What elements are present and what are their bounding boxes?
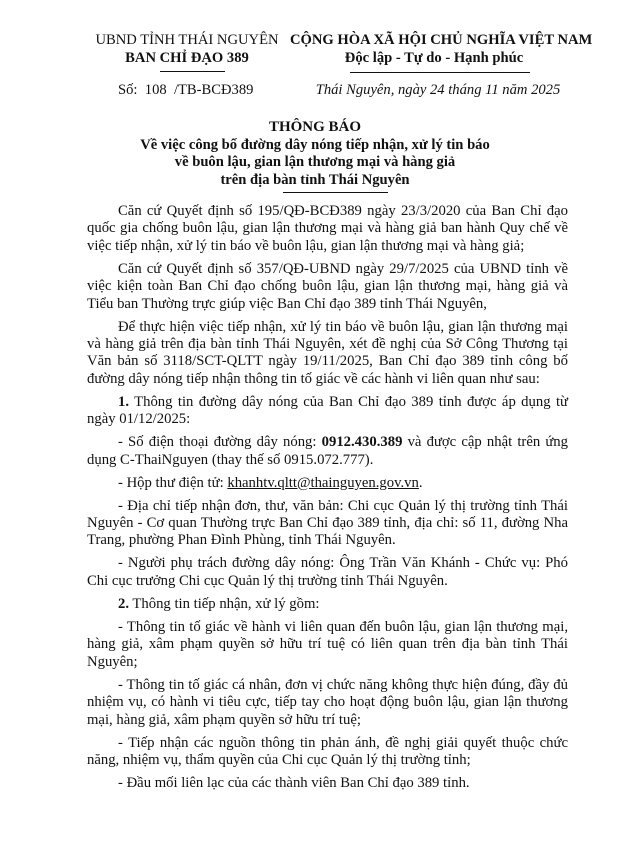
agency-underline — [160, 71, 225, 72]
email-punct: . — [418, 474, 423, 491]
place-and-date: Thái Nguyên, ngày 24 tháng 11 năm 2025 — [315, 82, 561, 98]
document-type: THÔNG BÁO — [268, 119, 362, 135]
list-item: - Thông tin tố giác cá nhân, đơn vị chức năng không thực hiện đúng, đầy đủ nhiệm vụ, có hành vi tiêu cực, tiếp tay cho hoạt động buôn lậu, gian lận thương mại, hàng giả, xâm phạm quyền sở hữu trí tuệ; — [87, 676, 568, 728]
hotline-number[interactable]: 0912.430.389 — [321, 434, 403, 451]
email-label: - Hộp thư điện tử: — [118, 474, 228, 491]
subject-line: Về việc công bố đường dây nóng tiếp nhận, xử lý tin báo — [140, 136, 490, 153]
section-1-heading — [87, 394, 568, 429]
intro-paragraph: Để thực hiện việc tiếp nhận, xử lý tin báo về buôn lậu, gian lận thương mại và hàng giả trên địa bàn tỉnh Thái Nguyên, xét đề nghị của Sở Công Thương tại Văn bản số 3118/SCT-QLTT ngày 19/11/2025, Ban Chỉ đạo 389 tỉnh công bố đường dây nóng tiếp nhận thông tin tố giác về các hành vi liên quan như sau: — [87, 318, 568, 387]
hotline-note: và được cập nhật trên ứng dụng C-ThaiNguyen (thay thế số 0915.072.777). — [87, 434, 568, 468]
doc-number-suffix: /TB-BCĐ389 — [173, 82, 254, 98]
list-item: - Thông tin tố giác về hành vi liên quan đến buôn lậu, gian lận thương mại, hàng giả, xâm phạm quyền sở hữu trí tuệ có liên quan trên địa bàn tỉnh Thái Nguyên; — [87, 618, 568, 670]
doc-number-label: Số: — [118, 82, 138, 98]
address-item: - Địa chỉ tiếp nhận đơn, thư, văn bản: Chi cục Quản lý thị trường tỉnh Thái Nguyên - Cơ quan Thường trực Ban Chỉ đạo 389 tỉnh, địa chỉ: số 11, đường Nha Trang, phường Phan Đình Phùng, tỉnh Thái Nguyên. — [87, 497, 568, 549]
country-name: CỘNG HÒA XÃ HỘI CHỦ NGHĨA VIỆT NAM — [290, 32, 593, 48]
legal-basis-paragraph: Căn cứ Quyết định số 195/QĐ-BCĐ389 ngày 23/3/2020 của Ban Chỉ đạo quốc gia chống buôn lậu, gian lận thương mại và hàng giả ban hành Quy chế về việc tiếp nhận, xử lý tin báo về buôn lậu, gian lận thương mại và hàng giả; — [87, 203, 568, 254]
document-body — [87, 203, 568, 798]
national-motto: Độc lập - Tự do - Hạnh phúc — [344, 50, 524, 66]
issuing-agency-block — [90, 31, 284, 67]
person-in-charge-item: - Người phụ trách đường dây nóng: Ông Trần Văn Khánh - Chức vụ: Phó Chi cục trưởng Chi cục Quản lý thị trường tỉnh Thái Nguyên. — [87, 555, 568, 589]
section-number: 1. — [118, 393, 130, 410]
list-item: - Đầu mối liên lạc của các thành viên Ban Chỉ đạo 389 tỉnh. — [118, 774, 470, 791]
agency-name: BAN CHỈ ĐẠO 389 — [125, 50, 249, 66]
subject-line: về buôn lậu, gian lận thương mại và hàng giả — [174, 154, 456, 171]
hotline-item — [87, 434, 568, 469]
national-header-block — [290, 31, 593, 67]
section-heading-text: Thông tin đường dây nóng của Ban Chỉ đạo 389 tỉnh được áp dụng từ ngày 01/12/2025: — [87, 393, 568, 428]
email-link[interactable]: khanhtv.qltt@thainguyen.gov.vn — [227, 474, 419, 491]
motto-underline — [350, 72, 530, 73]
agency-parent: UBND TỈNH THÁI NGUYÊN — [95, 32, 279, 48]
document-title-block — [80, 119, 550, 189]
title-underline — [283, 192, 388, 193]
section-2-heading — [87, 596, 568, 613]
document-number — [118, 82, 253, 99]
doc-number-value: 108 — [144, 82, 167, 98]
subject-line: trên địa bàn tỉnh Thái Nguyên — [220, 171, 410, 188]
email-item — [87, 475, 568, 492]
list-item: - Tiếp nhận các nguồn thông tin phản ánh, đề nghị giải quyết thuộc chức năng, nhiệm vụ, thẩm quyền của Chi cục Quản lý thị trường tỉnh; — [87, 734, 568, 768]
section-heading-text: Thông tin tiếp nhận, xử lý gồm: — [129, 595, 320, 612]
hotline-label: - Số điện thoại đường dây nóng: — [118, 434, 322, 451]
legal-basis-paragraph: Căn cứ Quyết định số 357/QĐ-UBND ngày 29/7/2025 của UBND tỉnh về việc kiện toàn Ban Chỉ đạo chống buôn lậu, gian lận thương mại, hàng giả và Tiểu ban Thường trực giúp việc Ban Chỉ đạo 389 tỉnh Thái Nguyên, — [87, 260, 568, 312]
section-number: 2. — [118, 595, 130, 612]
